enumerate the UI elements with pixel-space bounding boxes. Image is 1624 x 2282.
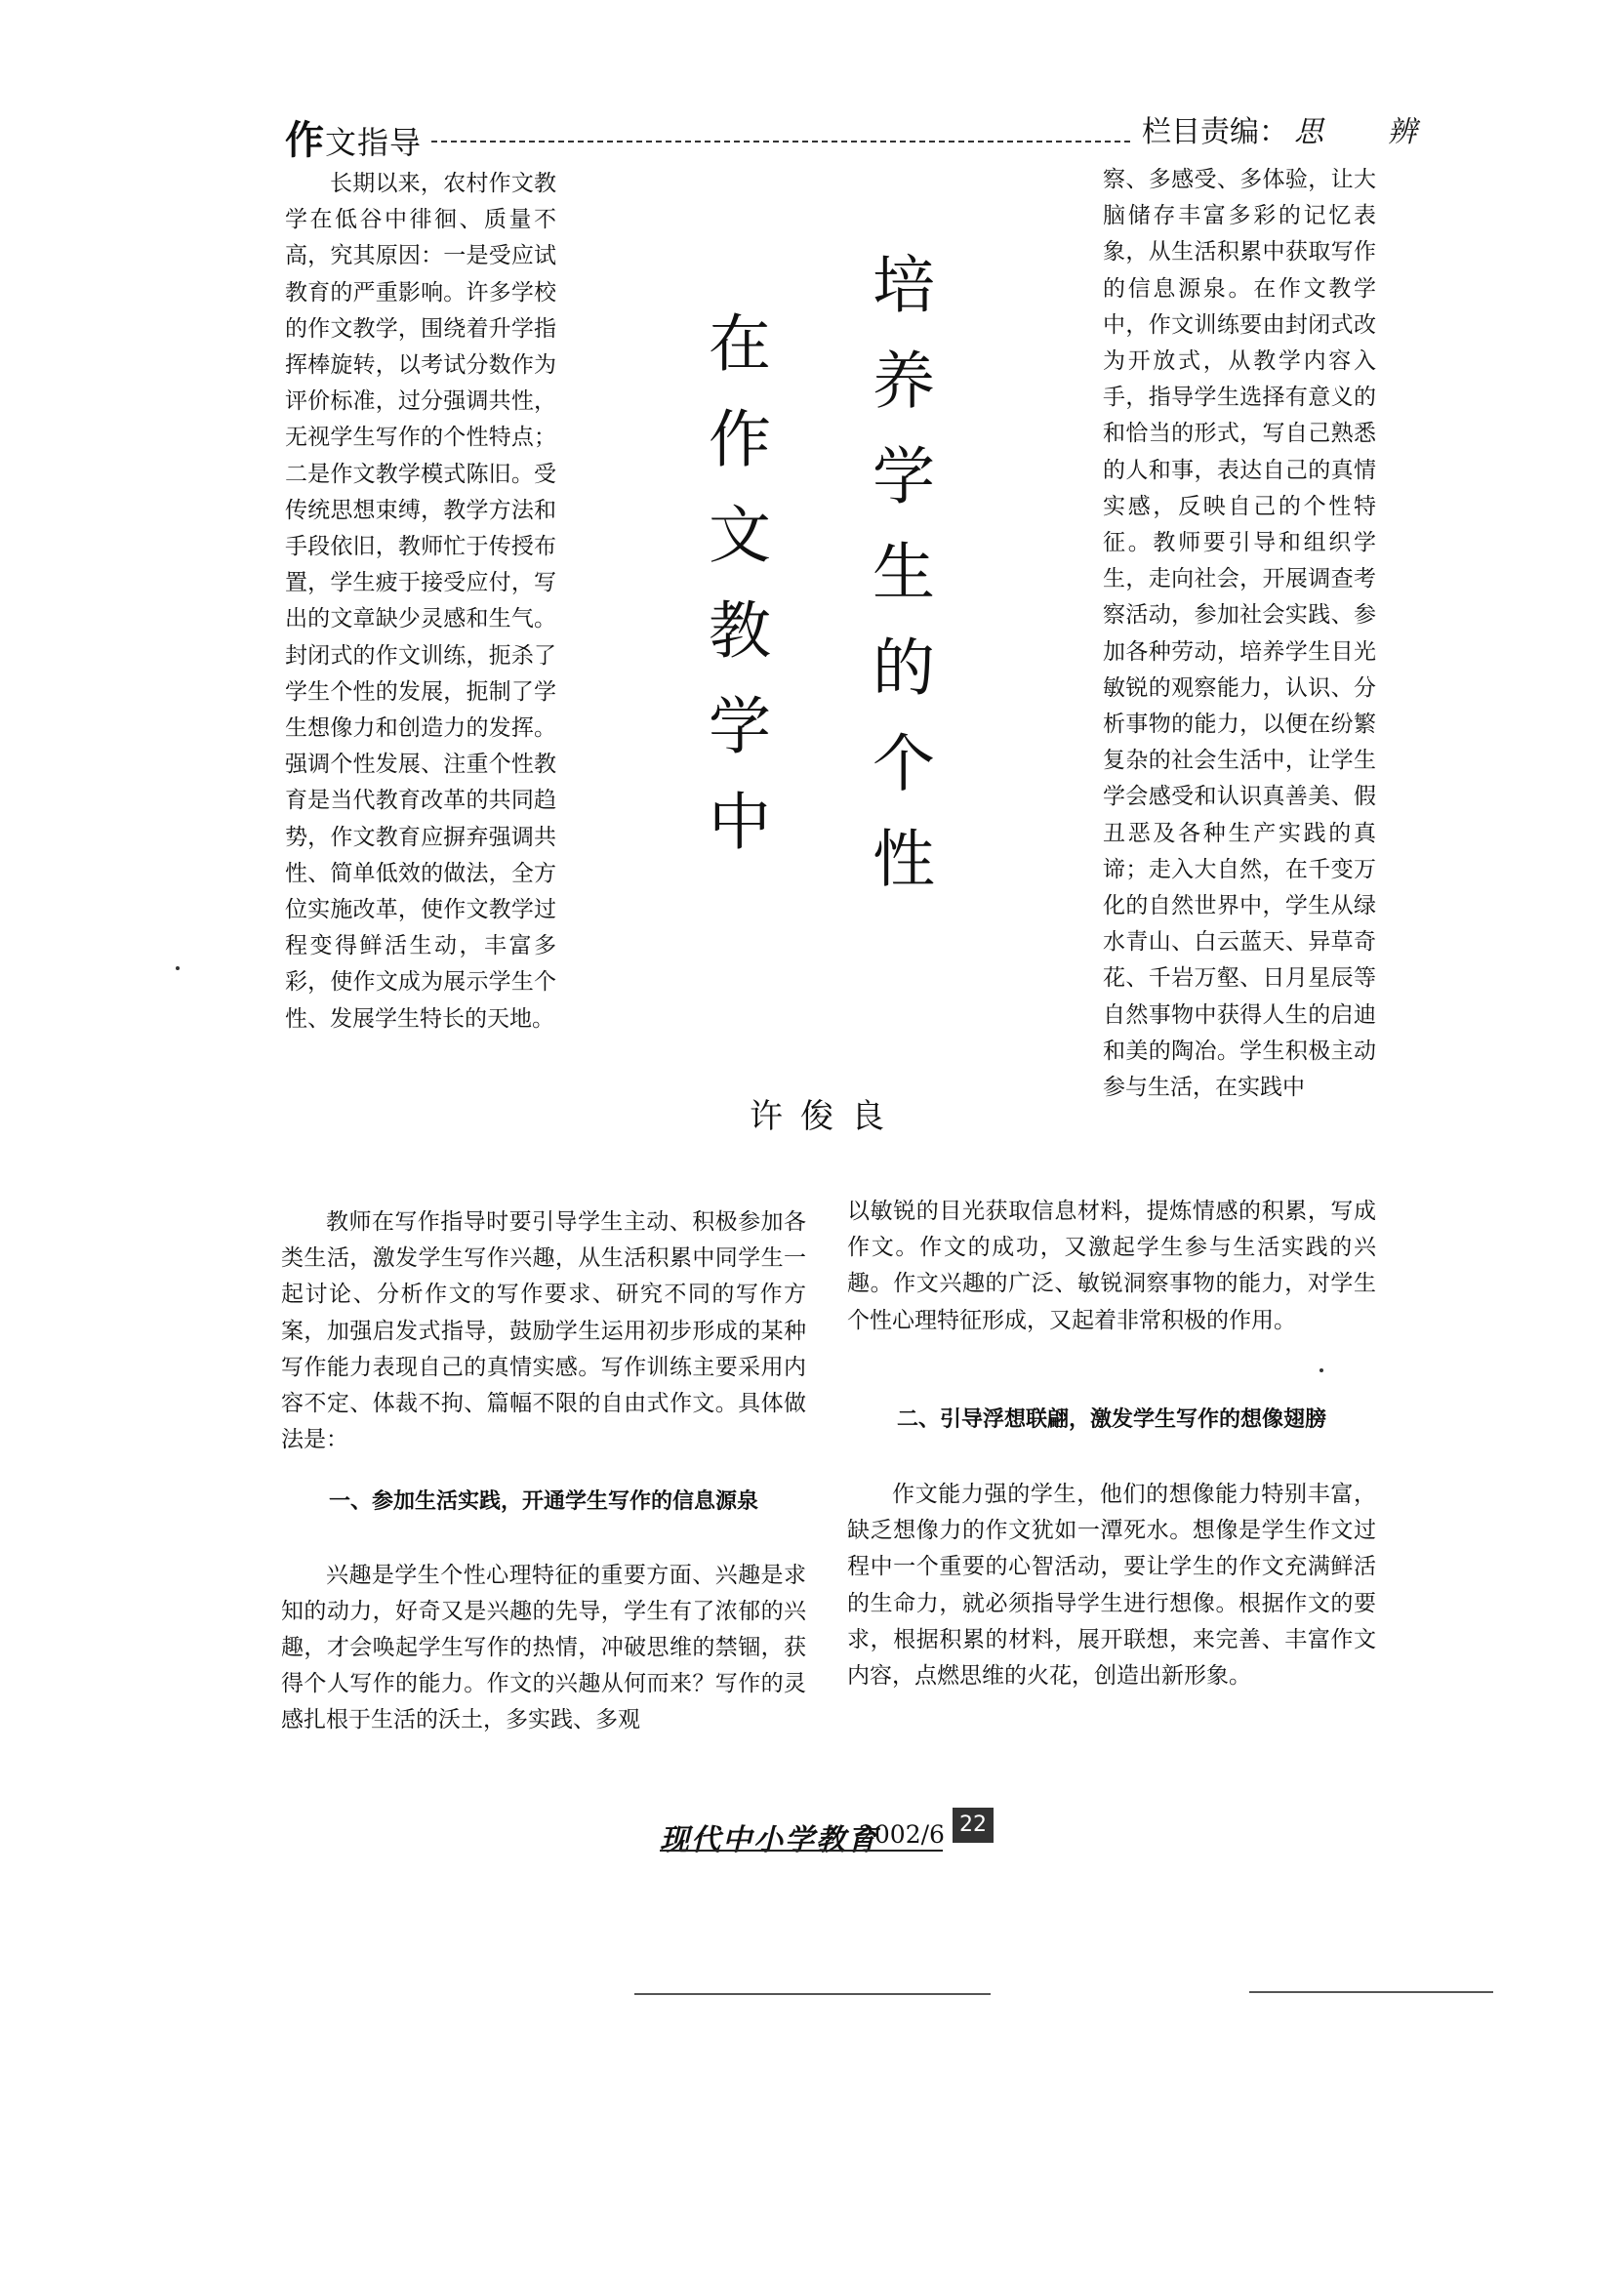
header-rule (431, 141, 1130, 143)
intro-left-column (285, 166, 556, 1038)
lower-left-section (281, 1204, 806, 1739)
lower-right-section (847, 1194, 1376, 1694)
journal-name: 现代中小学教育 (660, 1823, 878, 1857)
section-heading-1: 一、参加生活实践，开通学生写作的信息源泉 (328, 1489, 758, 1515)
column-name-rest: 文指导 (325, 124, 423, 161)
intro-left-text: 长期以来，农村作文教学在低谷中徘徊、质量不高，究其原因：一是受应试教育的严重影响。许多学校的作文教学，围绕着升学指挥棒旋转，以考试分数作为评价标准，过分强调共性，无视学生写作的个性特点；二是作文教学模式陈旧。受传统思想束缚，教学方法和手段依旧，教师忙于传授布置，学生疲于接受应付，写出的文章缺少灵感和生气。封闭式的作文训练，扼杀了学生个性的发展，扼制了学生想像力和创造力的发挥。强调个性发展、注重个性教育是当代教育改革的共同趋势，作文教育应摒弃强调共性、简单低效的做法，全方位实施改革，使作文教学过程变得鲜活生动，丰富多彩，使作文成为展示学生个性、发展学生特长的天地。 (285, 171, 556, 1032)
journal-issue: 2002/6 (859, 1820, 945, 1849)
left-paragraph-2: 兴趣是学生个性心理特征的重要方面、兴趣是求知的动力，好奇又是兴趣的先导，学生有了浓郁的兴趣，才会唤起学生写作的热情，冲破思维的禁锢，获得个人写作的能力。作文的兴趣从何而来？写作的灵感扎根于生活的沃土，多实践、多观 (281, 1562, 806, 1733)
intro-right-text: 察、多感受、多体验，让大脑储存丰富多彩的记忆表象，从生活积累中获取写作的信息源泉。在作文教学中，作文训练要由封闭式改为开放式，从教学内容入手，指导学生选择有意义的和恰当的形式，写自己熟悉的人和事，表达自己的真情实感，反映自己的个性特征。教师要引导和组织学生，走向社会，开展调查考察活动，参加社会实践、参加各种劳动，培养学生目光敏锐的观察能力，认识、分析事物的能力，以便在纷繁复杂的社会生活中，让学生学会感受和认识真善美、假丑恶及各种生产实践的真谛；走入大自然，在千变万化的自然世界中，学生从绿水青山、白云蓝天、异草奇花、千岩万壑、日月星辰等自然事物中获得人生的启迪和美的陶冶。学生积极主动参与生活，在实践中 (1103, 167, 1376, 1101)
editor-label: 栏目责编： (1142, 115, 1288, 149)
left-paragraph-1: 教师在写作指导时要引导学生主动、积极参加各类生活，激发学生写作兴趣，从生活积累中同学生一起讨论、分析作文的写作要求、研究不同的写作方案，加强启发式指导，鼓励学生运用初步形成的某种写作能力表现自己的真情实感。写作训练主要采用内容不定、体裁不拘、篇幅不限的自由式作文。具体做法是： (281, 1209, 806, 1453)
column-name (285, 109, 422, 165)
scan-speck (1320, 1368, 1323, 1372)
article-title: 培养学生的个性 (862, 252, 934, 921)
page-number: 22 (953, 1808, 994, 1843)
editor-credit (1142, 107, 1444, 150)
section-heading-2: 二、引导浮想联翩，激发学生写作的想像翅膀 (896, 1406, 1326, 1432)
scan-line-left (634, 1993, 991, 1995)
editor-name: 思 辨 (1294, 115, 1444, 149)
article-subtitle: 在作文教学中 (698, 310, 770, 884)
right-paragraph-2: 作文能力强的学生，他们的想像能力特别丰富，缺乏想像力的作文犹如一潭死水。想像是学生作文过程中一个重要的心智活动，要让学生的作文充满鲜活的生命力，就必须指导学生进行想像。根据作文的要求，根据积累的材料，展开联想，来完善、丰富作文内容，点燃思维的火花，创造出新形象。 (847, 1482, 1376, 1690)
author-name: 许俊良 (750, 1097, 902, 1136)
intro-right-column (1103, 162, 1376, 1106)
right-paragraph-1: 以敏锐的目光获取信息材料，提炼情感的积累，写成作文。作文的成功，又激起学生参与生活实践的兴趣。作文兴趣的广泛、敏锐洞察事物的能力，对学生个性心理特征形成，又起着非常积极的作用。 (847, 1199, 1376, 1333)
scan-speck (176, 966, 180, 970)
footer-rule (660, 1850, 943, 1852)
scan-line-right (1249, 1991, 1493, 1993)
column-name-initial: 作 (285, 118, 325, 163)
